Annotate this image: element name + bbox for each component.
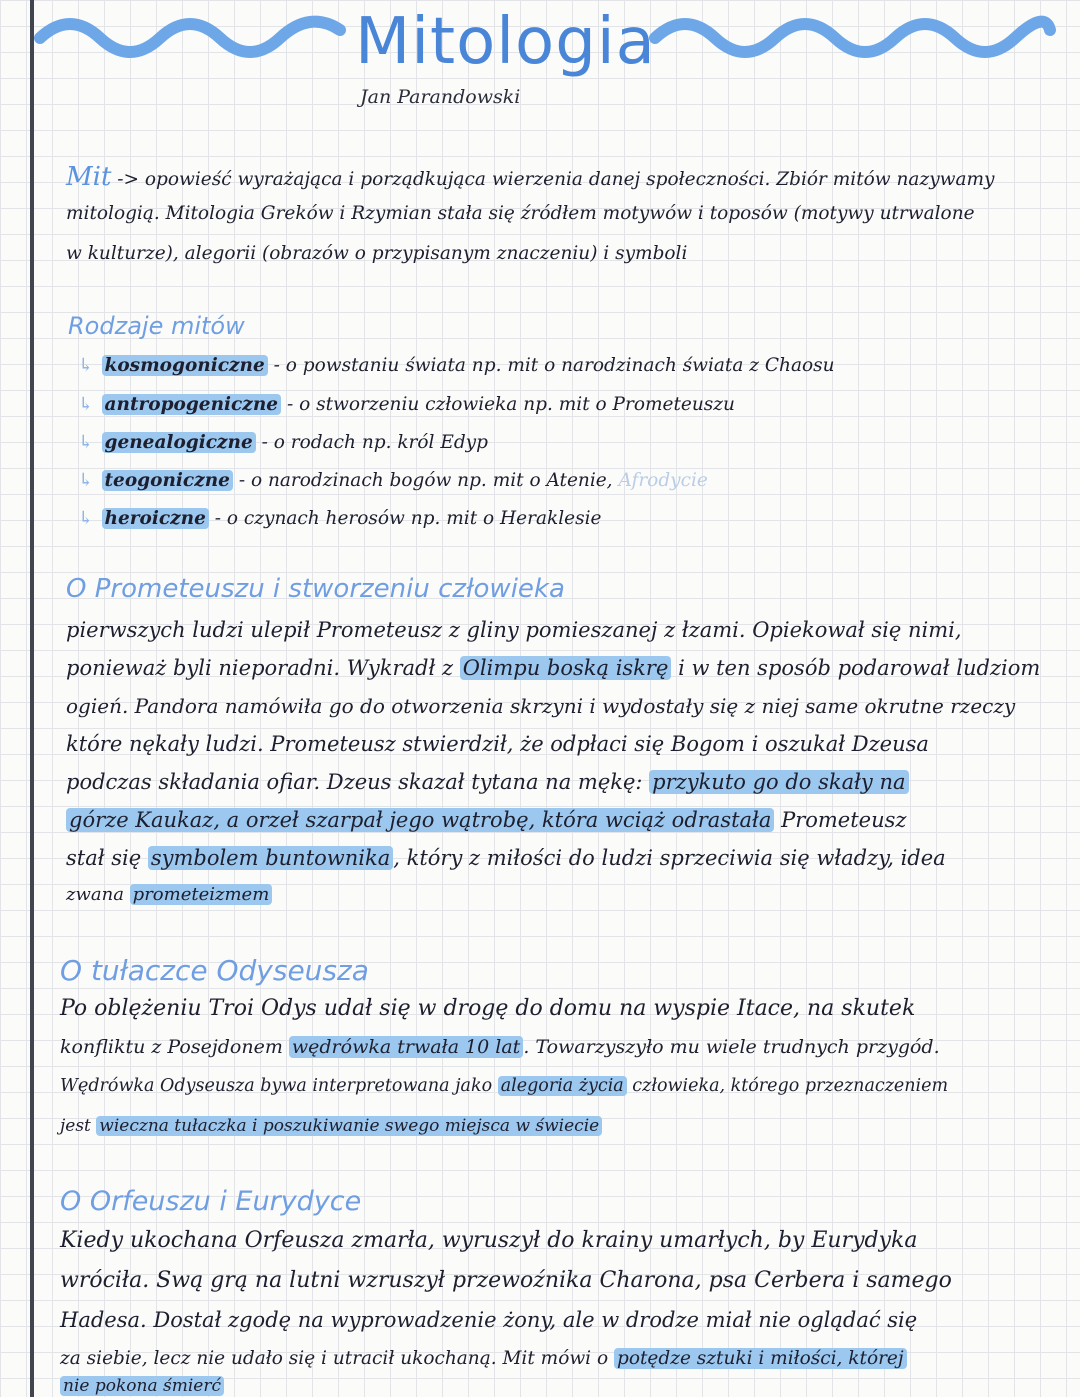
odyssey-line: konfliktu z Posejdonem wędrówka trwała 10 lat . Towarzyszyło mu wiele trudnych przygód.: [60, 1036, 940, 1058]
odyssey-heading: O tułaczce Odyseusza: [60, 954, 369, 987]
type-item: ↳ kosmogoniczne - o powstaniu świata np. mit o narodzinach świata z Chaosu: [78, 355, 835, 376]
type-item: ↳ antropogeniczne - o stworzeniu człowieka np. mit o Prometeuszu: [78, 394, 735, 415]
orpheus-line: Kiedy ukochana Orfeusza zmarła, wyruszył do krainy umarłych, by Eurydyka: [60, 1228, 918, 1253]
type-item: ↳ genealogiczne - o rodach np. król Edyp: [78, 432, 488, 453]
prometheus-line: pierwszych ludzi ulepił Prometeusz z gliny pomieszanej z łzami. Opiekował się nimi,: [66, 618, 962, 642]
prometheus-line: stał się symbolem buntownika , który z miłości do ludzi sprzeciwia się władzy, idea: [66, 846, 946, 870]
orpheus-line: za siebie, lecz nie udało się i utracił ukochaną. Mit mówi o potędze sztuki i miłości, której: [60, 1348, 907, 1370]
types-heading: Rodzaje mitów: [68, 312, 245, 340]
intro-line-2: mitologią. Mitologia Greków i Rzymian stała się źródłem motywów i toposów (motywy utrwalone: [66, 203, 975, 224]
prometheus-line: zwana prometeizmem: [66, 884, 272, 906]
odyssey-line: Po oblężeniu Troi Odys udał się w drogę do domu na wyspie Itace, na skutek: [60, 996, 916, 1021]
prometheus-line: ogień. Pandora namówiła go do otworzenia skrzyni i wydostały się z niej same okrutne rzeczy: [66, 694, 1016, 718]
page-title: Mitologia: [355, 5, 656, 79]
intro-line-1: Mit -> opowieść wyrażająca i porządkująca wierzenia danej społeczności. Zbiór mitów nazywamy: [66, 162, 995, 192]
mit-term: Mit: [66, 162, 112, 192]
prometheus-line: ponieważ byli nieporadni. Wykradł z Olimpu boską iskrę i w ten sposób podarował ludziom: [66, 656, 1041, 680]
orpheus-heading: O Orfeuszu i Eurydyce: [60, 1186, 362, 1217]
type-item: ↳ heroiczne - o czynach herosów np. mit o Heraklesie: [78, 508, 602, 529]
orpheus-line: Hadesa. Dostał zgodę na wyprowadzenie żony, ale w drodze miał nie oglądać się: [60, 1308, 918, 1332]
prometheus-line: podczas składania ofiar. Dzeus skazał tytana na mękę: przykuto go do skały na: [66, 770, 909, 795]
odyssey-line: Wędrówka Odyseusza bywa interpretowana jako alegoria życia człowieka, którego przeznaczeniem: [60, 1076, 949, 1096]
prometheus-heading: O Prometeuszu i stworzeniu człowieka: [66, 574, 565, 604]
odyssey-line: jest wieczna tułaczka i poszukiwanie swego miejsca w świecie: [60, 1116, 602, 1136]
orpheus-line: nie pokona śmierć: [60, 1376, 224, 1396]
prometheus-line: które nękały ludzi. Prometeusz stwierdził, że odpłaci się Bogom i oszukał Dzeusa: [66, 732, 929, 756]
margin-rule: [30, 0, 34, 1397]
author-name: Jan Parandowski: [360, 86, 521, 108]
intro-line-3: w kulturze), alegorii (obrazów o przypisanym znaczeniu) i symboli: [66, 243, 688, 264]
prometheus-line: górze Kaukaz, a orzeł szarpał jego wątrobę, która wciąż odrastała Prometeusz: [66, 808, 906, 833]
type-item: ↳ teogoniczne - o narodzinach bogów np. mit o Atenie, Afrodycie: [78, 470, 708, 491]
orpheus-line: wróciła. Swą grą na lutni wzruszył przewoźnika Charona, psa Cerbera i samego: [60, 1268, 952, 1293]
